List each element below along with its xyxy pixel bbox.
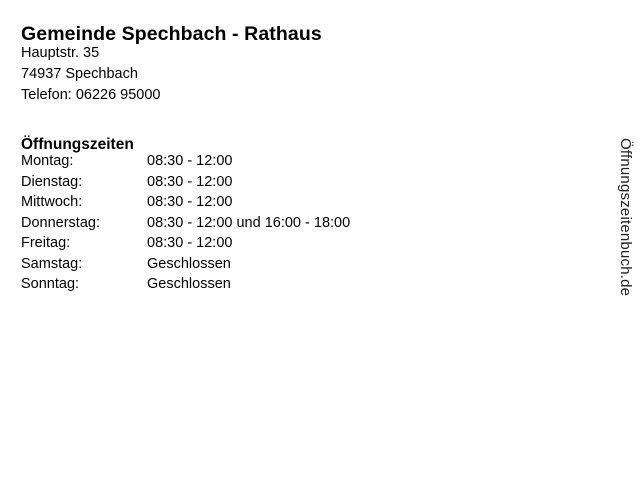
day-label: Dienstag:	[21, 173, 83, 190]
day-label: Donnerstag:	[21, 214, 100, 231]
table-row	[21, 194, 350, 215]
table-row	[21, 235, 350, 256]
address-block	[21, 43, 161, 106]
day-hours: 08:30 - 12:00 und 16:00 - 18:00	[147, 214, 351, 231]
day-hours: 08:30 - 12:00	[147, 194, 233, 210]
day-label: Samstag:	[21, 255, 83, 272]
address-city: 74937 Spechbach	[21, 66, 138, 82]
opening-hours-table	[21, 153, 350, 297]
address-street: Hauptstr. 35	[21, 45, 100, 61]
table-row	[21, 215, 350, 236]
day-label: Freitag:	[21, 235, 71, 251]
opening-hours-heading: Öffnungszeiten	[21, 135, 134, 153]
day-label: Montag:	[21, 153, 74, 169]
day-hours: Geschlossen	[147, 255, 231, 272]
table-row	[21, 256, 350, 277]
day-hours: 08:30 - 12:00	[147, 173, 233, 190]
day-hours: 08:30 - 12:00	[147, 235, 233, 251]
day-hours: 08:30 - 12:00	[147, 153, 233, 169]
day-hours: Geschlossen	[147, 276, 231, 292]
table-row	[21, 276, 350, 297]
page-title: Gemeinde Spechbach - Rathaus	[21, 23, 322, 46]
table-row	[21, 153, 350, 174]
address-phone: Telefon: 06226 95000	[21, 87, 161, 103]
table-row	[21, 174, 350, 195]
watermark-label: Öffnungszeitenbuch.de	[617, 138, 634, 297]
day-label: Mittwoch:	[21, 194, 83, 210]
day-label: Sonntag:	[21, 276, 80, 292]
